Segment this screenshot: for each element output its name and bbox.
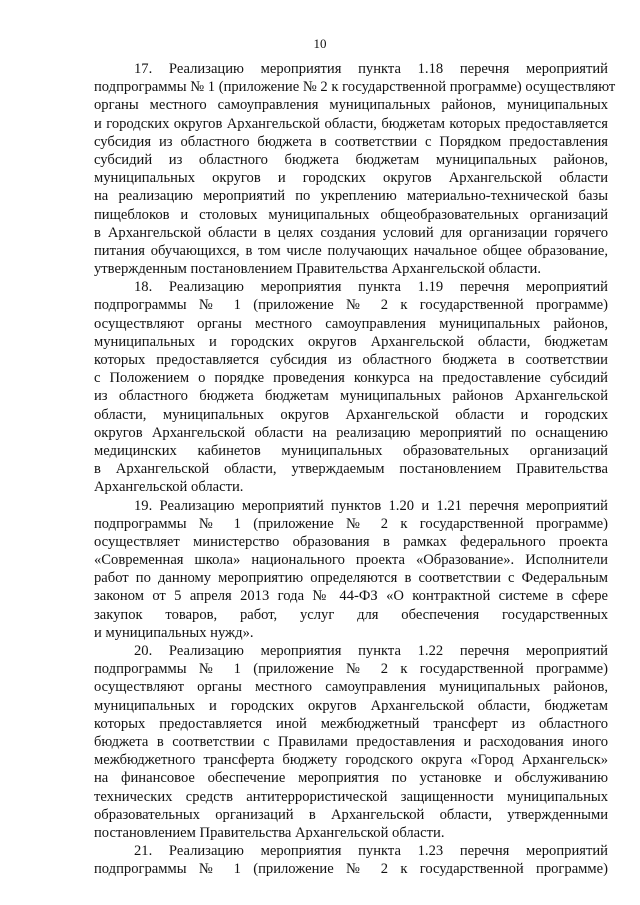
paragraph-p21	[94, 842, 608, 878]
text-line: 17. Реализацию мероприятия пункта 1.18 перечня мероприятий	[134, 61, 608, 77]
paragraph-p18	[94, 278, 608, 496]
text-line: осуществляет министерство образования в рамках федерального проекта	[94, 533, 608, 550]
text-line: подпрограммы № 1 (приложение № 2 к государственной программе)	[94, 515, 608, 532]
text-line: осуществляют органы местного самоуправления муниципальных районов,	[94, 315, 608, 332]
text-line: из областного бюджета бюджетам муниципальных районов Архангельской	[94, 388, 608, 405]
text-line: подпрограммы № 1 (приложение № 2 к государственной программе) осуществляют	[94, 79, 616, 96]
text-line: подпрограммы № 1 (приложение № 2 к государственной программе)	[94, 861, 608, 878]
page-number: 10	[313, 36, 327, 51]
text-line: на финансовое обеспечение мероприятия по установке и обслуживанию	[94, 770, 608, 787]
text-line: 18. Реализацию мероприятия пункта 1.19 перечня мероприятий	[134, 279, 608, 296]
text-line: образовательных организаций в Архангельской области, утвержденными	[94, 806, 608, 823]
text-line: в Архангельской области, утверждаемым постановлением Правительства	[94, 461, 608, 478]
text-line: подпрограммы № 1 (приложение № 2 к государственной программе)	[94, 297, 608, 314]
text-line: и муниципальных нужд».	[94, 624, 254, 641]
text-line: утвержденным постановлением Правительства Архангельской области.	[94, 261, 542, 278]
text-line: которых предоставляется субсидия из областного бюджета в соответствии	[94, 352, 608, 368]
text-line: пищеблоков и столовых муниципальных общеобразовательных организаций	[94, 206, 608, 223]
text-line: Архангельской области.	[94, 479, 244, 496]
text-line: закупок товаров, работ, услуг для обеспечения государственных	[94, 606, 608, 623]
text-line: подпрограммы № 1 (приложение № 2 к государственной программе)	[94, 661, 608, 678]
text-line: на реализацию мероприятий по укреплению материально-технической базы	[94, 188, 608, 205]
text-line: постановлением Правительства Архангельской области.	[94, 824, 445, 841]
text-line: субсидий из областного бюджета бюджетам муниципальных районов,	[94, 151, 608, 168]
text-line: органы местного самоуправления муниципальных районов, муниципальных	[94, 97, 608, 114]
text-line: муниципальных и городских округов Архангельской области, бюджетам	[94, 333, 608, 350]
text-line: области, муниципальных округов Архангельской области и городских	[94, 406, 608, 423]
paragraph-p19	[94, 497, 608, 643]
text-line: работ по данному мероприятию определяются в соответствии с Федеральным	[94, 570, 608, 587]
text-line: которых предоставляется иной межбюджетный трансферт из областного	[94, 715, 608, 732]
text-line: с Положением о порядке проведения конкурса на предоставление субсидий	[94, 370, 608, 387]
text-line: питания обучающихся, в том числе получающих начальное общее образование,	[94, 242, 608, 259]
paragraph-p20	[94, 642, 608, 842]
text-line: и городских округов Архангельской области, бюджетам которых предоставляется	[94, 115, 608, 132]
text-line: бюджета в соответствии с Правилами предоставления и расходования иного	[94, 733, 608, 750]
text-line: 21. Реализацию мероприятия пункта 1.23 перечня мероприятий	[134, 843, 608, 860]
text-line: осуществляют органы местного самоуправления муниципальных районов,	[94, 679, 608, 696]
paragraph-p17	[94, 60, 616, 278]
text-line: в Архангельской области в целях создания условий для организации горячего	[94, 224, 608, 241]
text-line: субсидия из областного бюджета в соответствии с Порядком предоставления	[94, 133, 608, 150]
text-line: «Современная школа» национального проекта «Образование». Исполнители	[94, 552, 608, 569]
text-line: округов Архангельской области на реализацию мероприятий по оснащению	[94, 424, 608, 441]
text-line: медицинских кабинетов муниципальных образовательных организаций	[94, 442, 608, 459]
text-line: межбюджетного трансферта бюджету городского округа «Город Архангельск»	[94, 752, 608, 769]
text-line: технических средств антитеррористической защищенности муниципальных	[94, 788, 608, 805]
document-body	[94, 60, 616, 878]
text-line: муниципальных округов и городских округов Архангельской области	[94, 170, 608, 187]
text-line: законом от 5 апреля 2013 года № 44-ФЗ «О контрактной системе в сфере	[94, 588, 608, 605]
text-line: 20. Реализацию мероприятия пункта 1.22 перечня мероприятий	[134, 643, 608, 659]
text-line: 19. Реализацию мероприятий пунктов 1.20 и 1.21 перечня мероприятий	[134, 497, 608, 514]
text-line: муниципальных и городских округов Архангельской области, бюджетам	[94, 697, 608, 714]
